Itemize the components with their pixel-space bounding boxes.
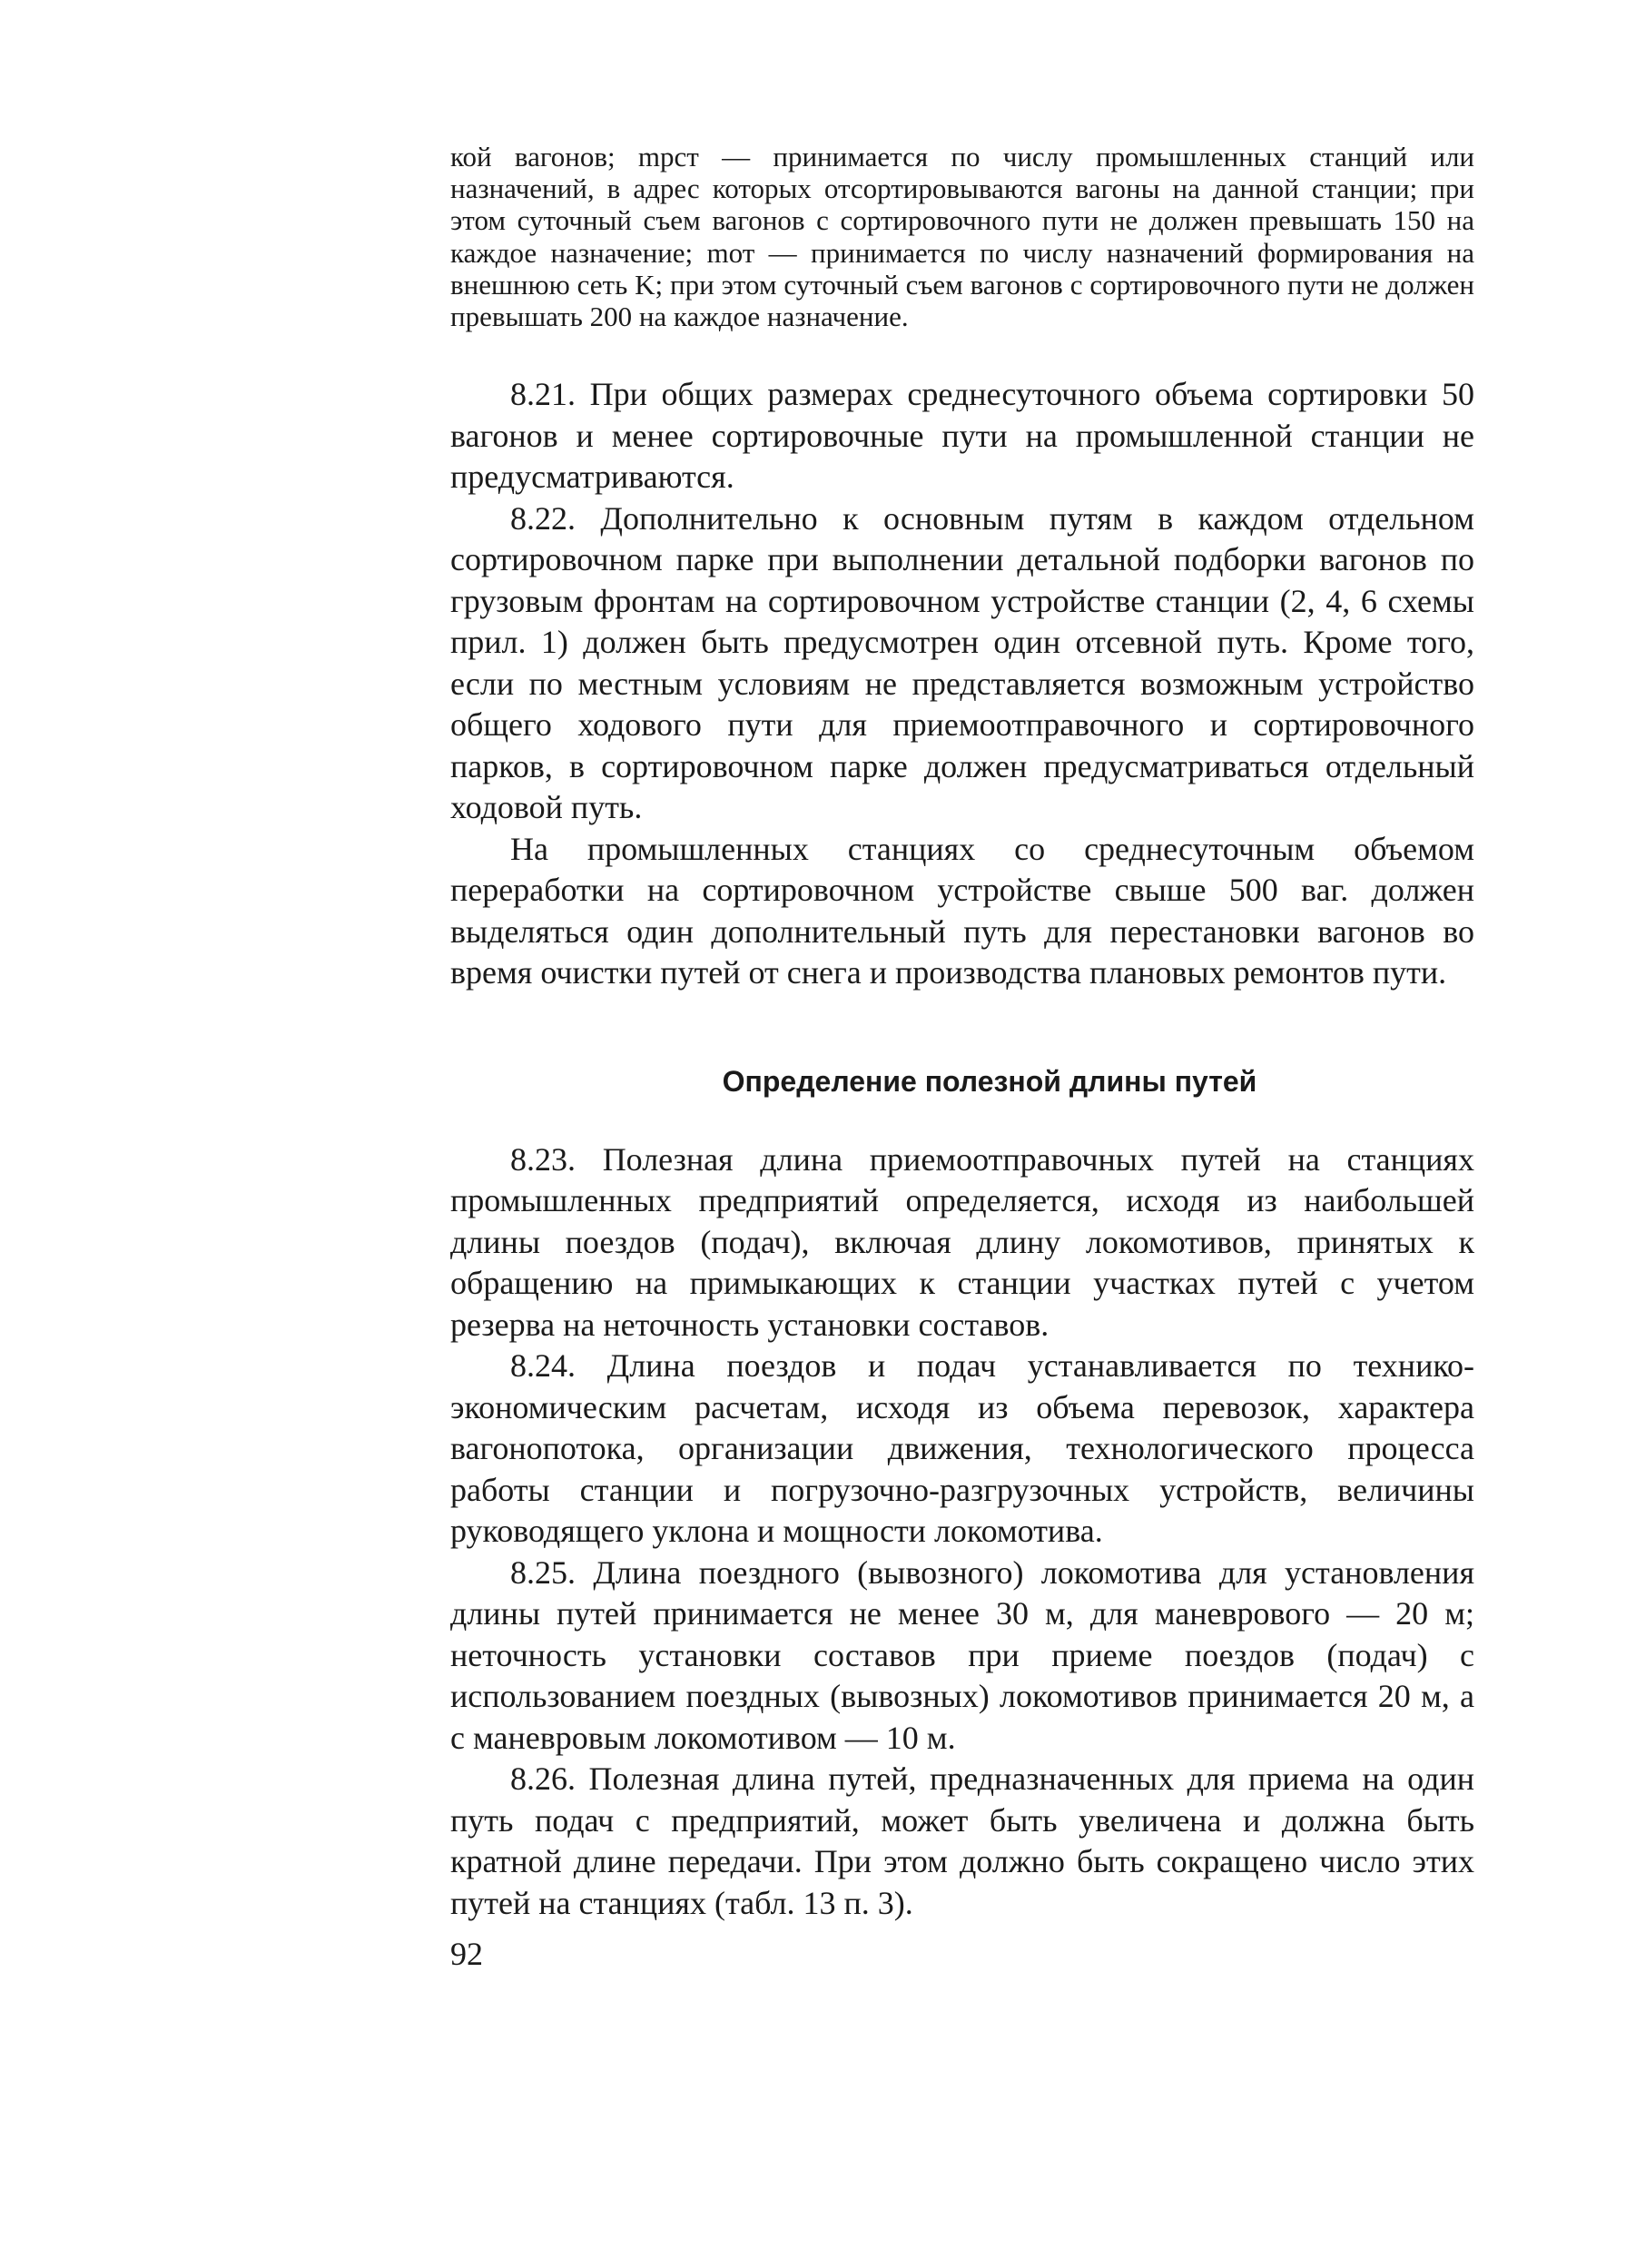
page-number: 92 xyxy=(450,1936,483,1972)
paragraph-8-22: 8.22. Дополнительно к основным путям в каждом отдельном сортировочном парке при выполнении детальной подборки вагонов по грузовым фронтам на сортировочном устройстве станции (2, 4, 6 схемы прил. 1) должен быть предусмотрен один отсевной путь. Кроме того, если по местным условиям не представляется возможным устройство общего ходового пути для приемоотправочного и сортировочного парков, в сортировочном парке должен предусматриваться отдельный ходовой путь. xyxy=(450,499,1474,826)
intro-paragraph: кой вагонов; mрст — принимается по числу промышленных станций или назначений, в адрес которых отсортировываются вагоны на данной станции; при этом суточный съем вагонов с сортировочного пути не должен превышать 150 на каждое назначение; mот — принимается по числу назначений формирования на внешнюю сеть K; при этом суточный съем вагонов с сортировочного пути не должен превышать 200 на каждое назначение. xyxy=(450,141,1474,333)
paragraph-8-26: 8.26. Полезная длина путей, предназначенных для приема на один путь подач с предприятий, может быть увеличена и должна быть кратной длине передачи. При этом должно быть сокращено число этих путей на станциях (табл. 13 п. 3). xyxy=(450,1760,1474,1921)
paragraph-8-23: 8.23. Полезная длина приемоотправочных путей на станциях промышленных предприятий определяется, исходя из наибольшей длины поездов (подач), включая длину локомотивов, принятых к обращению на примыкающих к станции участках путей с учетом резерва на неточность установки составов. xyxy=(450,1140,1474,1343)
paragraph-8-25: 8.25. Длина поездного (вывозного) локомотива для установления длины путей принимается не менее 30 м, для маневрового — 20 м; неточность установки составов при приеме поездов (подач) с использованием поездных (вывозных) локомотивов принимается 20 м, а с маневровым локомотивом — 10 м. xyxy=(450,1553,1474,1756)
paragraph-8-22-continued: На промышленных станциях со среднесуточным объемом переработки на сортировочном устройстве свыше 500 ваг. должен выделяться один дополнительный путь для перестановки вагонов во время очистки путей от снега и производства плановых ремонтов пути. xyxy=(450,830,1474,991)
paragraph-8-21: 8.21. При общих размерах среднесуточного объема сортировки 50 вагонов и менее сортировочные пути на промышленной станции не предусматриваются. xyxy=(450,376,1474,496)
paragraph-8-24: 8.24. Длина поездов и подач устанавливается по технико-экономическим расчетам, исходя из объема перевозок, характера вагонопотока, организации движения, технологического процесса работы станции и погрузочно-разгрузочных устройств, величины руководящего уклона и мощности локомотива. xyxy=(450,1347,1474,1550)
page-body xyxy=(450,141,1474,1924)
section-heading: Определение полезной длины путей xyxy=(722,1064,1257,1098)
